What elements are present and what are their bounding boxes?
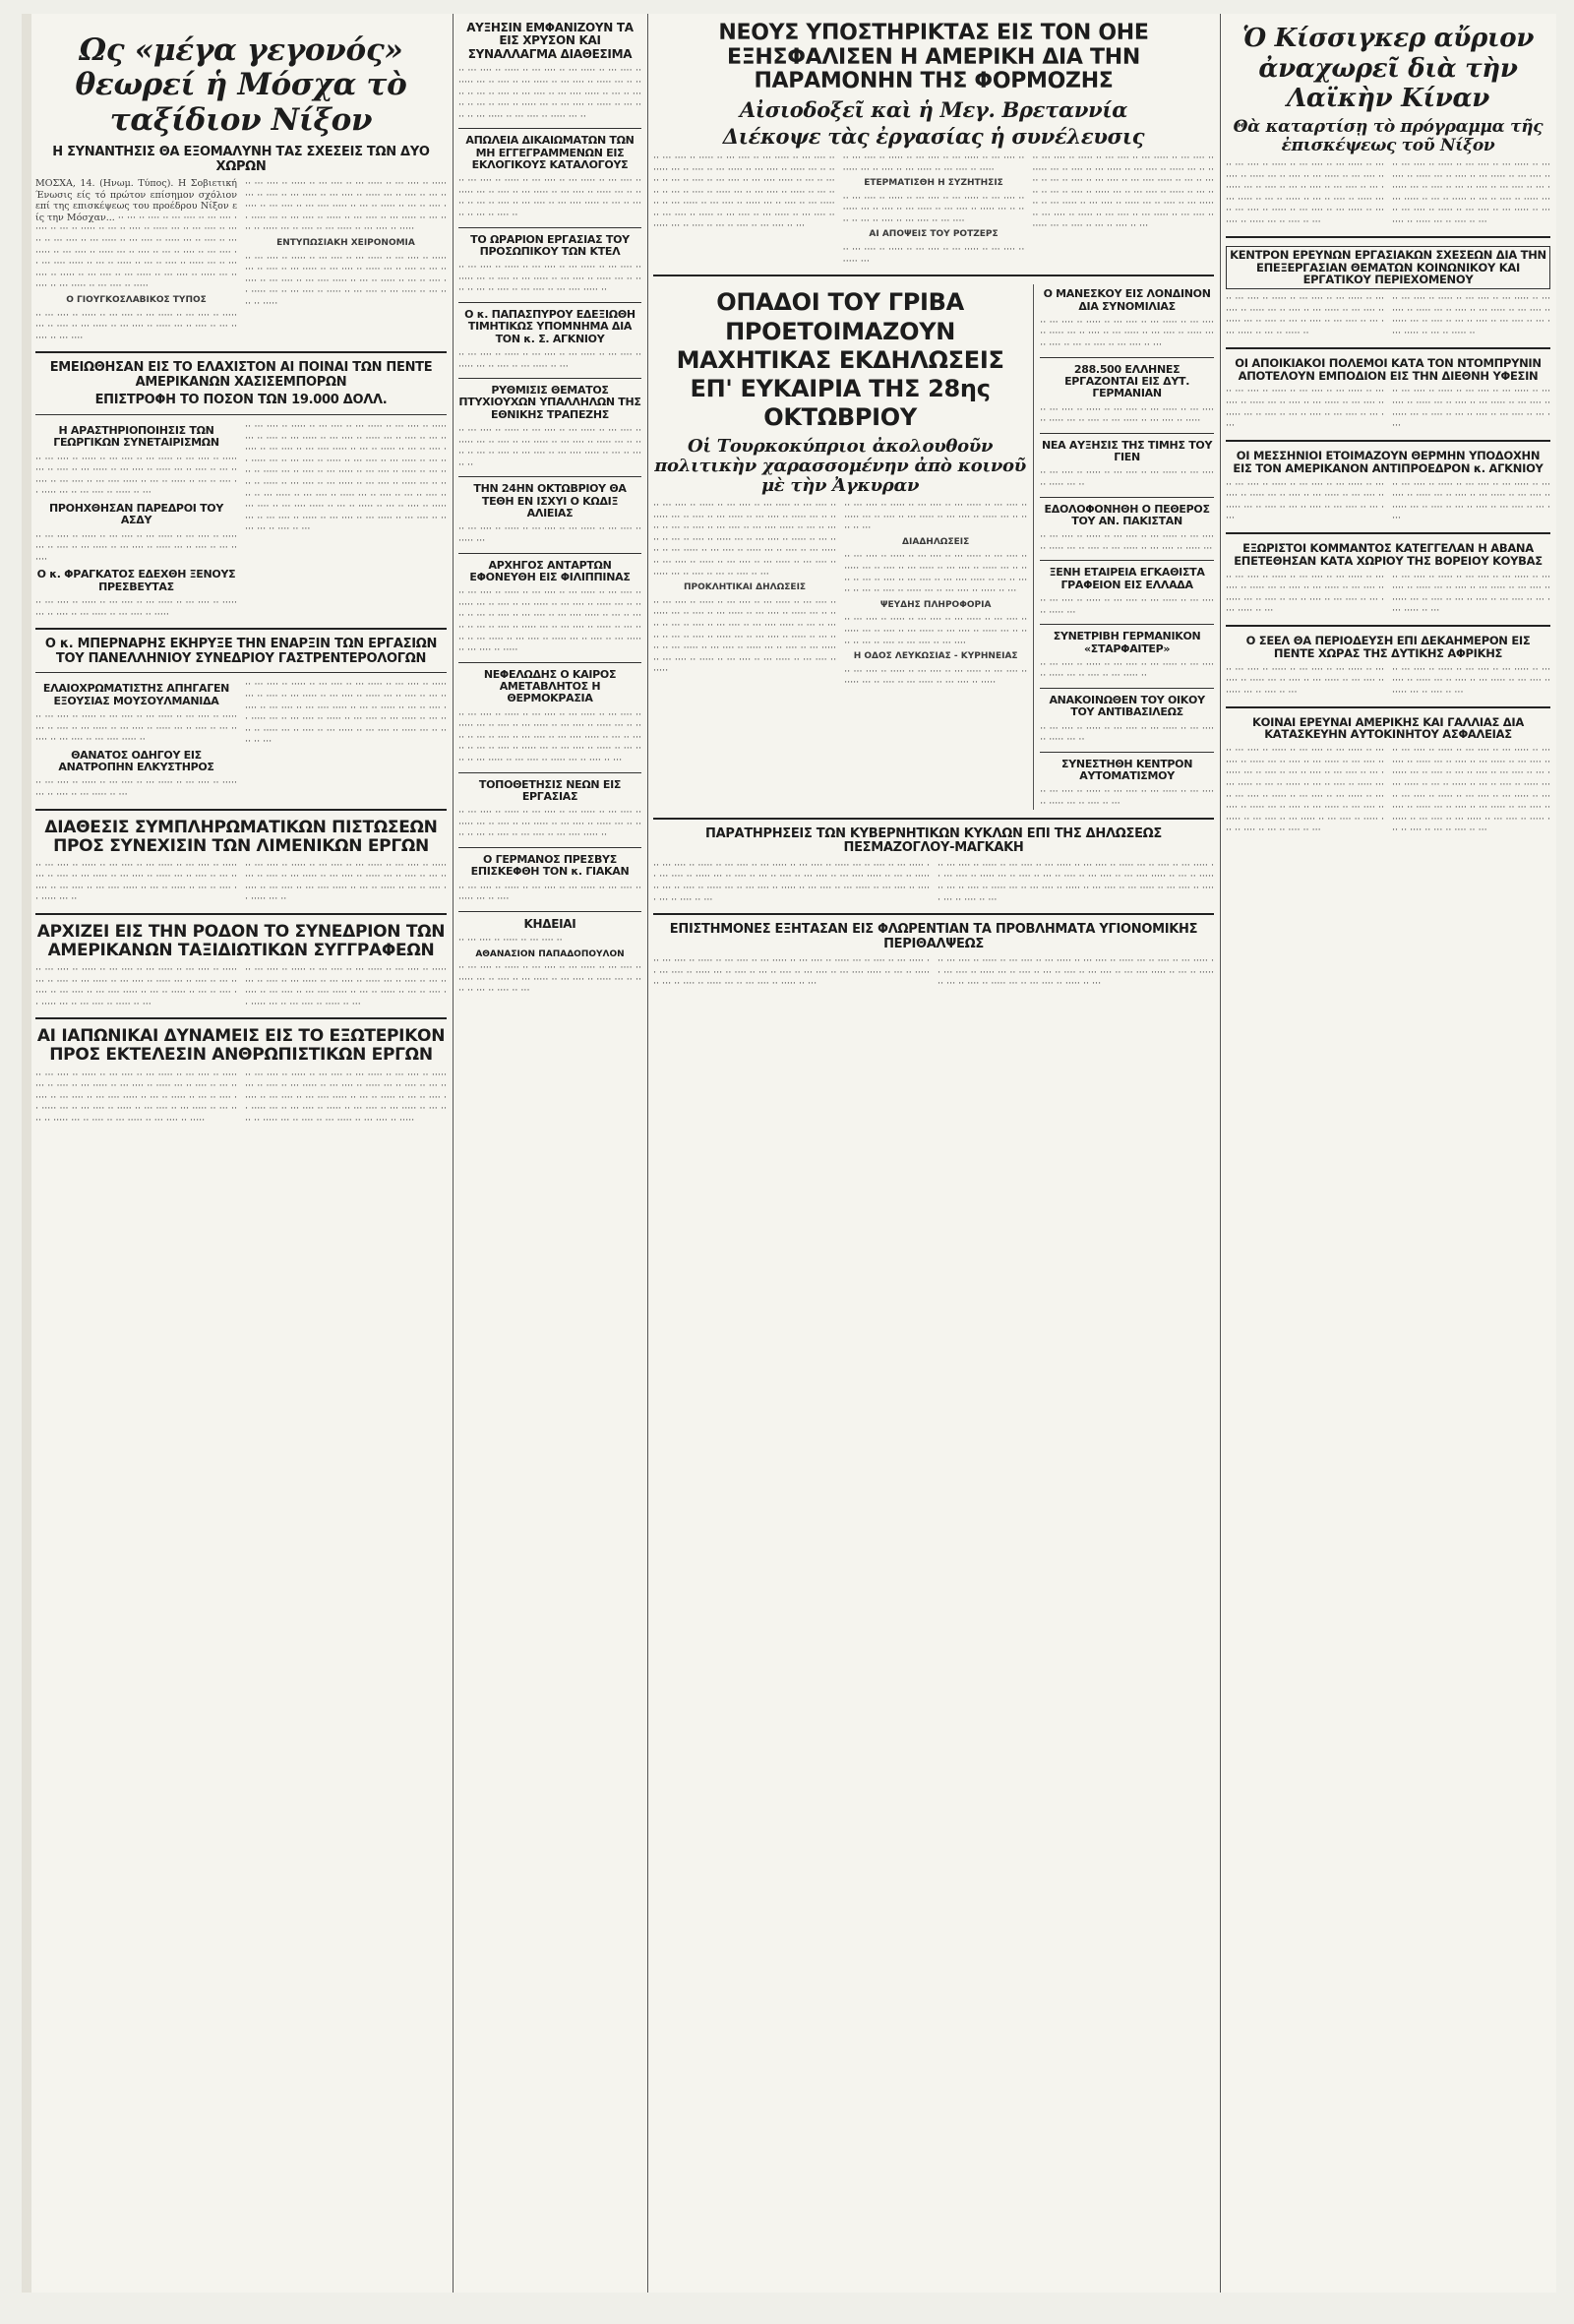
headline-scheel-africa: Ο ΣΕΕΛ ΘΑ ΠΕΡΙΟΔΕΥΣΗ ΕΠΙ ΔΕΚΑΗΜΕΡΟΝ ΕΙΣ ΠΕΝΤΕ ΧΩΡΑΣ ΤΗΣ ΔΥΤΙΚΗΣ ΑΦΡΙΚΗΣ <box>1245 634 1531 660</box>
rule <box>1040 357 1214 358</box>
subhead-nixon-moscow: Η ΣΥΝΑΝΤΗΣΙΣ ΘΑ ΕΞΟΜΑΛΥΝΗ ΤΑΣ ΣΧΕΣΕΙΣ ΤΩΝ ΔΥΟ ΧΩΡΩΝ <box>52 144 430 174</box>
text-block: ΜΟΣΧΑ, 14. (Ηνωμ. Τύπος). Η Σοβιετική Ένωσις είς τό πρώτον επίσημον σχόλιον επί της επισκέψεως του προέδρου Νίξον είς την Μόσχαν... ·· ··· ·· ···· ·· ··· ···· ·· ··· ···· ····· ·· ··· ·· ····· ·· ··· ·· ···· ·· ····· ··· ·· ··· ···· ·· ····· ·· ··· ···· ·· ··· ····· ·· ··· ···· ·· ····· ··· ·· ···· ·· ··· ····· ·· ··· ···· ·· ····· ··· ·· ···· ·· ··· ·· ···· ·· ··· ···· ·· ··· ···· ····· ·· ··· ·· ····· ·· ··· ·· ···· ·· ····· ··· ·· ··· ···· ·· ····· ·· ··· ···· ·· ··· ····· ·· ··· ···· ·· ····· ··· ·· ···· ·· ··· ····· ·· ··· ···· ·· ····· Ο ΓΙΟΥΓΚΟΣΛΑΒΙΚΟΣ ΤΥΠΟΣ ·· ··· ···· ·· ····· ·· ··· ···· ·· ··· ····· ·· ··· ···· ·· ····· ··· ·· ···· ·· ··· ····· ·· ··· ···· ·· ····· ··· ·· ···· ·· ··· ·· ···· ·· ··· ···· <box>35 178 238 343</box>
rule <box>1040 624 1214 625</box>
text-block: ·· ··· ···· ·· ····· ·· ··· ···· ·· ··· ····· ·· ··· ···· ·· ····· ··· ·· ···· ·· ··· ····· ·· ··· ···· ·· ····· <box>35 597 237 620</box>
headline-fragkatos: Ο κ. ΦΡΑΓΚΑΤΟΣ ΕΔΕΧΘΗ ΞΕΝΟΥΣ ΠΡΕΣΒΕΥΤΑΣ <box>36 568 236 593</box>
section-subhead: ΨΕΥΔΗΣ ΠΛΗΡΟΦΟΡΙΑ <box>879 599 992 610</box>
rule <box>35 1017 447 1019</box>
subhead-turkish-cypriots: Οἱ Τουρκοκύπριοι ἀκολουθοῦν πολιτικὴν χαρασσομένην ἀπὸ κοινοῦ μὲ τὴν Ἀγκυραν <box>654 435 1026 496</box>
byline: Ο ΓΙΟΥΓΚΟΣΛΑΒΙΚΟΣ ΤΥΠΟΣ <box>66 295 207 306</box>
text-block: ·· ··· ···· ·· ····· ·· ··· ···· ·· ··· ····· ·· ··· ···· ·· ····· ··· ·· ···· ·· ··· ····· ·· ··· ···· ·· ····· ··· ·· ···· ·· ··· ·· ···· ·· ··· ···· ·· ··· ···· ····· ·· ··· ·· ····· ·· ··· ·· ···· ·· ····· ··· ·· ··· ···· ·· ····· ·· ··· ···· ·· ··· ····· ·· ··· ···· ·· ····· ··· ·· ···· ·· ··· ····· ·· ··· ···· ·· ····· <box>245 1069 447 1126</box>
headline-manescu: Ο ΜΑΝΕΣΚΟΥ ΕΙΣ ΛΟΝΔΙΝΟΝ ΔΙΑ ΣΥΝΟΜΙΛΙΑΣ <box>1043 287 1211 313</box>
headline-florence-scientists: ΕΠΙΣΤΗΜΟΝΕΣ ΕΞΗΤΑΣΑΝ ΕΙΣ ΦΛΩΡΕΝΤΙΑΝ ΤΑ ΠΡΟΒΛΗΜΑΤΑ ΥΓΙΟΝΟΜΙΚΗΣ ΠΕΡΙΘΑΛΨΕΩΣ <box>669 922 1198 951</box>
rule <box>35 628 447 630</box>
rule <box>653 818 1214 820</box>
text-block: ·· ··· ···· ·· ····· ·· ··· ···· ·· ··· ····· ·· ··· ···· ·· ····· ··· ·· ···· ·· ··· <box>1040 786 1214 810</box>
subhead-britain: Αἰσιοδοξεῖ καὶ ἡ Μεγ. Βρεταννία <box>739 96 1128 122</box>
story-scheel <box>1226 664 1550 699</box>
story-cuba <box>1226 572 1550 617</box>
text-block: ·· ··· ···· ·· ····· ·· ··· ···· ·· ··· ····· ·· ··· ···· ·· ····· ··· ·· ···· ·· ··· ····· ·· ··· ···· ·· ····· ··· ·· ···· ·· ··· ·· ···· ·· ··· ···· ·· ··· ···· <box>1392 386 1550 432</box>
rule <box>1040 497 1214 498</box>
text-block: ·· ··· ···· ·· ····· ·· ··· ···· ·· ··· ····· ·· ··· ···· ·· ····· ··· ·· ···· ·· ··· ····· ·· ··· ···· ·· ····· ··· ·· ···· ·· ··· ·· ···· ·· ··· ···· ·· ··· ···· ····· ·· ··· ·· ····· ·· ··· ·· ···· ·· ····· ··· ·· ··· ···· ·· ····· ·· ··· ···· ·· ··· ····· ·· ··· ···· ·· ····· ··· ·· ···· ·· ··· <box>1226 159 1384 228</box>
text-block: ·· ··· ···· ·· ····· ·· ··· ···· ·· ··· ····· ·· ··· ···· ·· ····· ··· ·· ···· ·· ··· ····· ·· ··· ···· ·· ····· ··· ·· ···· ·· ··· ·· ···· ·· ··· ···· ·· ··· ···· ····· ·· ··· ·· ····· ·· ··· ·· ···· ·· ····· ··· ·· ··· ···· ·· ····· ·· ··· ···· ·· ··· ····· ·· ··· ···· ·· ····· ··· ·· ···· ·· ··· ····· ·· ··· ···· ·· ····· ·· ··· ···· ·· ··· ····· ·· ··· ···· ·· ····· ··· ·· ···· ·· ··· ·· ···· ·· ··· <box>1392 745 1550 836</box>
story-nixon-body <box>35 178 447 343</box>
page-margin <box>22 14 31 2293</box>
headline-research-center: ΚΕΝΤΡΟΝ ΕΡΕΥΝΩΝ ΕΡΓΑΣΙΑΚΩΝ ΣΧΕΣΕΩΝ ΔΙΑ ΤΗΝ ΕΠΕΞΕΡΓΑΣΙΑΝ ΘΕΜΑΤΩΝ ΚΟΙΝΩΝΙΚΟΥ ΚΑΙ ΕΡΓΑΤΙΚΟΥ ΠΕΡΙΕΧΟΜΕΝΟΥ <box>1226 246 1550 290</box>
sub-byline: ΕΝΤΥΠΩΣΙΑΚΗ ΧΕΙΡΟΝΟΜΙΑ <box>276 238 415 249</box>
column-3 <box>653 14 1214 2293</box>
column-4 <box>1040 284 1214 809</box>
story-rhodes <box>35 964 447 1009</box>
rule <box>458 128 641 129</box>
story-observations <box>653 860 1214 905</box>
dateline: ΜΟΣΧΑ, 14. (Ηνωμ. Τύπος). Η Σοβιετική Ένωσις είς τό πρώτον επίσημον σχόλιον επί της επισκέψεως του προέδρου Νίξον είς την Μόσχαν... <box>35 178 237 223</box>
text-block: ·· ··· ···· ·· ····· ·· ··· ···· ·· ··· ····· ·· ··· ···· ·· ····· ··· ·· ···· ·· ··· ····· ·· ··· ···· ·· ····· ··· ·· ···· ·· ··· <box>1392 663 1550 698</box>
rule <box>458 553 641 554</box>
story-messinia <box>1226 479 1550 524</box>
rule <box>35 913 447 915</box>
headline-port-works: ΔΙΑΘΕΣΙΣ ΣΥΜΠΛΗΡΩΜΑΤΙΚΩΝ ΠΙΣΤΩΣΕΩΝ ΠΡΟΣ ΣΥΝΕΧΙΣΙΝ ΤΩΝ ΛΙΜΕΝΙΚΩΝ ΕΡΓΩΝ <box>44 817 438 856</box>
text-block: ·· ··· ···· ·· ····· ·· ··· ···· ·· ··· ····· ·· ··· ···· ·· ····· ··· ·· ···· ·· ··· ····· ·· ··· ···· ·· ····· ··· ·· ···· ·· ··· ·· ···· ·· ··· ···· ·· ··· ···· ····· ·· ··· ·· ····· ·· ··· ·· ···· ·· ····· ··· ·· <box>35 859 237 905</box>
headline-electoral-rights: ΑΠΩΛΕΙΑ ΔΙΚΑΙΩΜΑΤΩΝ ΤΩΝ ΜΗ ΕΓΓΕΓΡΑΜΜΕΝΩΝ ΕΙΣ ΕΚΛΟΓΙΚΟΥΣ ΚΑΤΑΛΟΓΟΥΣ <box>465 134 635 171</box>
rule <box>458 227 641 228</box>
headline-tractor-death: ΘΑΝΑΤΟΣ ΟΔΗΓΟΥ ΕΙΣ ΑΝΑΤΡΟΠΗΝ ΕΛΚΥΣΤΗΡΟΣ <box>58 748 214 774</box>
rule <box>1040 560 1214 561</box>
headline-national-bank: ΡΥΘΜΙΣΙΣ ΘΕΜΑΤΟΣ ΠΤΥΧΙΟΥΧΩΝ ΥΠΑΛΛΗΛΩΝ ΤΗΣ ΕΘΝΙΚΗΣ ΤΡΑΠΕΖΗΣ <box>458 384 641 421</box>
text-block: ·· ··· ···· ·· ····· ·· ··· ···· ·· ··· ····· ·· ··· ···· ·· ····· ··· ·· ···· ·· ··· ····· ·· ··· ···· ·· ····· ΕΤΕΡΜΑΤΙΣΘΗ Η ΣΥΖΗΤΗΣΙΣ ·· ··· ···· ·· ····· ·· ··· ···· ·· ··· ····· ·· ··· ···· ·· ····· ··· ·· ···· ·· ··· ····· ·· ··· ···· ·· ····· ··· ·· ···· ·· ··· ·· ···· ·· ··· ···· ·· ··· ···· ΑΙ ΑΠΟΨΕΙΣ ΤΟΥ ΡΟΤΖΕΡΣ ·· ··· ···· ·· ····· ·· ··· ···· ·· ··· ····· ·· ··· ···· ·· ····· ··· <box>842 152 1025 267</box>
headline-automation: ΣΥΝΕΣΤΗΘΗ ΚΕΝΤΡΟΝ ΑΥΤΟΜΑΤΙΣΜΟΥ <box>1061 757 1193 783</box>
text-block: ·· ··· ···· ·· ····· ·· ··· ···· ·· <box>458 935 563 947</box>
story-xanthi <box>35 679 447 800</box>
story-port-works <box>35 860 447 905</box>
rule <box>653 275 1214 276</box>
column-rule <box>453 14 454 2293</box>
rule <box>458 662 641 663</box>
headline-hashish: ΕΜΕΙΩΘΗΣΑΝ ΕΙΣ ΤΟ ΕΛΑΧΙΣΤΟΝ ΑΙ ΠΟΙΝΑΙ ΤΩΝ ΠΕΝΤΕ ΑΜΕΡΙΚΑΝΩΝ ΧΑΣΙΣΕΜΠΟΡΩΝ <box>49 360 433 390</box>
text-block: ·· ··· ···· ·· ····· ·· ··· ···· ·· ··· ····· ·· ··· ···· ·· ····· ··· ·· ···· ·· ··· ····· ·· <box>1040 658 1214 682</box>
section-subhead: Η ΟΔΟΣ ΛΕΥΚΩΣΙΑΣ - ΚΥΡΗΝΕΙΑΣ <box>853 651 1018 662</box>
text-block: ·· ··· ···· ·· ····· ·· ··· ···· ·· ··· ····· ·· ··· ···· ·· ····· ··· ·· ···· ·· ··· ····· ·· ··· ···· ·· ····· ··· ·· ···· ·· ··· ·· ···· <box>35 530 237 565</box>
column-2 <box>458 14 641 2293</box>
text-block: ·· ··· ···· ·· ····· ·· ··· ···· ·· ··· ····· ·· ··· ···· ·· ····· ··· ·· ···· ·· ··· ····· ·· ··· ···· ·· ····· ··· ·· ···· ·· ··· ·· ···· ·· ··· ···· ·· ··· ···· ····· ·· ··· ·· ····· ·· <box>1226 293 1384 339</box>
text-block: ·· ··· ···· ·· ····· ·· ··· ···· ·· ··· ····· ·· ··· ···· ·· ····· ··· ·· ···· ·· ··· ····· ·· ··· ···· ·· ····· ··· ·· ···· ·· ··· ·· ···· ·· ··· ···· ·· ··· ···· <box>1226 386 1384 432</box>
rule <box>1226 347 1550 349</box>
text-block: ·· ··· ···· ·· ····· ·· ··· ···· ·· ··· ····· ·· ··· ···· ·· ····· ··· ·· ···· ·· ··· ····· ·· ··· ···· ·· ····· ··· ·· ···· ·· ··· ·· ···· ·· ··· ···· ·· ··· ···· ····· ·· ··· ·· ····· ·· ··· ·· ···· ·· ····· ··· ·· ··· ···· ·· ····· ·· ··· ···· ·· ··· ····· ·· ··· ···· ·· ····· ··· ·· ···· ·· ··· <box>1392 159 1550 228</box>
section-subhead: ΑΙ ΑΠΟΨΕΙΣ ΤΟΥ ΡΟΤΖΕΡΣ <box>869 229 999 240</box>
text-block: ·· ··· ···· ·· ····· ·· ··· ···· ·· ··· ····· ·· ··· ···· ·· ····· ··· ·· ···· ·· ··· ····· ·· ··· ···· ·· ····· ··· ·· ···· ·· ··· ·· ···· ·· ··· ···· ·· ··· ···· ····· ·· ··· <box>1226 571 1384 617</box>
headline-colonial-wars: ΟΙ ΑΠΟΙΚΙΑΚΟΙ ΠΟΛΕΜΟΙ ΚΑΤΑ ΤΟΝ ΝΤΟΜΠΡΥΝΙΝ ΑΠΟΤΕΛΟΥΝ ΕΜΠΟΔΙΟΝ ΕΙΣ ΤΗΝ ΔΙΕΘΝΗ ΥΦΕΣΙΝ <box>1235 355 1542 383</box>
headline-german-ambassador: Ο ΓΕΡΜΑΝΟΣ ΠΡΕΣΒΥΣ ΕΠΙΣΚΕΦΘΗ ΤΟΝ κ. ΓΙΑΚΑΝ <box>470 853 630 879</box>
text-block: ·· ··· ···· ·· ····· ·· ··· ···· ·· ··· ····· ·· ··· ···· ·· ····· ··· ·· ···· ·· ··· ····· ·· ··· <box>35 777 237 800</box>
text-block: ·· ··· ···· ·· ····· ·· ··· ···· ·· ··· ····· ·· ··· ···· ·· ····· ··· ·· ···· ·· ··· ····· ·· ··· ···· ·· ····· ··· ·· ···· ·· ··· ·· ···· ·· ··· ···· ·· ··· ···· ····· ·· ··· <box>1392 571 1550 617</box>
headline-formosa: ΝΕΟΥΣ ΥΠΟΣΤΗΡΙΚΤΑΣ ΕΙΣ ΤΟΝ ΟΗΕ ΕΞΗΣΦΑΛΙΣΕΝ Η ΑΜΕΡΙΚΗ ΔΙΑ ΤΗΝ ΠΑΡΑΜΟΝΗΝ ΤΗΣ ΦΟΡΜΟΖΗΣ <box>718 21 1149 94</box>
headline-yen: ΝΕΑ ΑΥΞΗΣΙΣ ΤΗΣ ΤΙΜΗΣ ΤΟΥ ΓΙΕΝ <box>1042 438 1213 464</box>
section-subhead: ΠΡΟΚΛΗΤΙΚΑΙ ΔΗΛΩΣΕΙΣ <box>684 582 807 593</box>
headline-fishing-code: ΤΗΝ 24ΗΝ ΟΚΤΩΒΡΙΟΥ ΘΑ ΤΕΘΗ ΕΝ ΙΣΧΥΙ Ο ΚΩΔΙΞ ΑΛΙΕΙΑΣ <box>473 482 627 520</box>
text-block: ·· ··· ···· ·· ····· ·· ··· ···· ·· ··· ····· ·· ··· ···· ·· ····· ··· ·· ···· ·· ··· ····· ·· ··· ···· ·· ····· ··· ·· ···· ·· ··· ·· ···· ·· ··· ···· ·· ··· ···· ····· ·· ··· ·· ····· ·· ··· ·· ···· ·· ····· ··· ·· ··· ···· ·· ····· ·· ··· <box>35 453 237 499</box>
rule <box>35 809 447 811</box>
text-block: ·· ··· ···· ·· ····· ·· ··· ···· ·· ··· ····· ·· ··· ···· ·· ····· ··· ·· ···· ·· ··· ····· ·· ··· ···· ·· ····· ··· ·· ···· ·· ··· ·· ···· ·· ··· ···· ·· ··· ···· ····· ·· ··· ·· ····· ·· ··· ·· ···· ·· ····· ··· ·· ··· ···· ·· ····· ·· ··· ···· ·· ··· ····· ·· ··· ···· ·· ····· ··· ·· ···· ·· ··· <box>458 708 641 766</box>
text-block: ·· ··· ···· ·· ····· ·· ··· ···· ·· ··· ····· ·· ··· ···· ·· ····· ··· ·· ···· ·· ··· ····· ·· ··· ···· ·· ····· ··· ·· ···· ·· ··· ·· ···· ·· ··· ···· ·· ··· ···· ····· ·· ··· ·· ····· ·· ··· ·· ···· ·· ····· ··· ·· ··· ···· ·· ····· ·· ··· ···· ·· ··· ····· ·· ··· ···· ·· ····· ··· ·· ···· ·· ··· ····· ·· ··· ···· ·· ····· ··· ·· ···· ·· ··· <box>245 679 447 748</box>
text-block: ·· ··· ···· ·· ····· ·· ··· ···· ·· ··· ····· ·· ··· ···· ·· ····· ··· ·· ···· ·· ··· ····· ·· ··· ···· ·· ····· ··· ·· ···· ·· ··· ·· ···· ·· ··· ···· ·· ··· <box>1040 316 1214 351</box>
text-block: ·· ··· ···· ·· ····· ·· ··· ···· ·· ··· ····· ·· ··· ···· ·· ····· ··· ·· ···· ·· ··· ····· ·· ··· <box>458 348 641 372</box>
text-block: ·· ··· ···· ·· ····· ·· ··· ···· ·· ··· ····· ·· ··· ···· ·· ····· ··· ·· ···· ·· ··· ····· ·· ··· ···· ·· ····· ··· ·· ···· ·· ··· ·· ···· ·· ··· ···· ·· ··· ···· ····· ·· ··· ·· ····· ·· ··· ·· ···· ·· ····· ··· ·· ··· ···· ·· ····· ·· ··· ···· ·· ··· ····· ·· ··· ···· ·· ····· ··· ·· ···· ·· ··· ····· ·· ··· ···· ·· ····· ·· ··· ···· ·· ··· ····· ·· ··· ···· ·· ····· ··· ·· ···· ·· ··· ·· ···· ·· ··· <box>1032 152 1214 232</box>
headline-abduction: ΕΛΑΙΟΧΡΩΜΑΤΙΣΤΗΣ ΑΠΗΓΑΓΕΝ ΕΞΟΥΣΙΑΣ ΜΟΥΣΟΥΛΜΑΝΙΔΑ <box>42 682 230 707</box>
text-block: ·· ··· ···· ·· ····· ·· ··· ···· ·· ··· ····· ·· ··· ···· ·· ····· ··· ·· ···· ·· ··· ····· ·· ··· ···· ·· ····· ··· ·· ···· ·· ··· ·· ···· ·· ··· ···· ·· ··· ···· <box>1226 478 1384 524</box>
rule <box>458 911 641 912</box>
rule <box>1040 752 1214 753</box>
rule <box>458 302 641 303</box>
story-research <box>1226 293 1550 338</box>
text-block: ·· ··· ···· ·· ····· ·· ··· ···· ·· ··· ····· ·· ··· ···· ·· ····· ··· ·· ···· ·· ··· ····· ·· ··· ···· ·· ····· ··· ·· ···· ·· ··· ·· ···· ·· ··· ···· ·· ··· ···· ····· ·· ··· ·· ····· ·· ··· ·· ···· ·· ····· ··· ·· ··· ···· ·· ····· ·· ··· <box>35 964 237 1009</box>
story-formosa <box>653 153 1214 267</box>
rule <box>458 476 641 477</box>
text-block: ·· ··· ···· ·· ····· ·· ··· ···· ·· ··· ····· ·· ··· ···· ·· ····· ··· ·· ···· ·· ··· ····· ·· ··· ···· ·· ····· ··· ·· ···· ·· ··· <box>1226 663 1384 698</box>
headline-japanese-forces: ΑΙ ΙΑΠΩΝΙΚΑΙ ΔΥΝΑΜΕΙΣ ΕΙΣ ΤΟ ΕΞΩΤΕΡΙΚΟΝ ΠΡΟΣ ΕΚΤΕΛΕΣΙΝ ΑΝΘΡΩΠΙΣΤΙΚΩΝ ΕΡΓΩΝ <box>36 1026 446 1066</box>
text-block: ·· ··· ···· ·· ····· ·· ··· ···· ·· ··· ····· ·· ··· ···· ·· ····· ··· ·· ···· ·· ··· ····· ·· ··· ···· ·· ····· ··· ·· ···· ·· ··· ·· ···· ·· ··· ···· ·· ··· ···· ····· ·· ··· ·· ····· ·· ··· ·· ···· ·· ····· ··· ·· <box>245 859 447 905</box>
headline-griva: ΟΠΑΔΟΙ ΤΟΥ ΓΡΙΒΑ ΠΡΟΕΤΟΙΜΑΖΟΥΝ ΜΑΧΗΤΙΚΑΣ ΕΚΔΗΛΩΣΕΙΣ ΕΠ' ΕΥΚΑΙΡΙΑ ΤΗΣ 28ης ΟΚΤΩΒΡΙΟΥ <box>676 288 1004 432</box>
rule <box>1040 433 1214 434</box>
headline-greek-workers: 288.500 ΕΛΛΗΝΕΣ ΕΡΓΑΖΟΝΤΑΙ ΕΙΣ ΔΥΤ. ΓΕΡΜΑΝΙΑΝ <box>1064 362 1190 400</box>
text-block: ·· ··· ···· ·· ····· ·· ··· ···· ·· ··· ····· ·· ··· ···· ·· ····· ··· ·· ···· ·· ··· ····· ·· ··· ···· ·· ····· ··· ·· ···· ·· ··· ·· ···· ·· ··· ···· ·· ··· ···· ····· ·· ··· ·· ····· ·· ··· ·· ···· ·· ····· ··· ·· ··· ···· ·· ····· ·· ··· ···· ·· ··· ····· ·· ··· ···· ·· ····· ··· ·· ···· ·· ··· ····· ·· ··· ···· ·· ····· ·· ··· ···· ·· ··· ····· ·· ··· ···· ·· ····· ··· ·· ···· ·· ··· ·· ···· ·· ··· ···· ·· ··· <box>653 152 835 232</box>
headline-safety-car: ΚΟΙΝΑΙ ΕΡΕΥΝΑΙ ΑΜΕΡΙΚΗΣ ΚΑΙ ΓΑΛΛΙΑΣ ΔΙΑ ΚΑΤΑΣΚΕΥΗΝ ΑΥΤΟΚΙΝΗΤΟΥ ΑΣΦΑΛΕΙΑΣ <box>1252 714 1524 742</box>
headline-gastro-congress: Ο κ. ΜΠΕΡΝΑΡΗΣ ΕΚΗΡΥΞΕ ΤΗΝ ΕΝΑΡΞΙΝ ΤΩΝ ΕΡΓΑΣΙΩΝ ΤΟΥ ΠΑΝΕΛΛΗΝΙΟΥ ΣΥΝΕΔΡΙΟΥ ΓΑΣΤΡΕΝΤΕΡΟΛΟΓΩΝ <box>44 637 438 666</box>
text-block: ·· ··· ···· ·· ····· ·· ··· ···· ·· ··· ····· ·· ··· ···· ·· ····· ··· ·· ···· ·· ··· ····· ·· ··· ···· ·· ····· ··· ·· ···· ·· ··· ·· ···· ·· ··· ···· ·· ··· ···· ····· ·· ··· ·· ····· ·· ··· ·· ···· ·· ····· ··· ·· ··· ···· ·· ····· ·· ··· <box>938 955 1214 990</box>
column-rule <box>1033 284 1034 809</box>
funeral-name: ΑΘΑΝΑΣΙΟΝ ΠΑΠΑΔΟΠΟΥΛΟΝ <box>475 948 625 959</box>
headline-pakistan: ΕΔΟΛΟΦΟΝΗΘΗ Ο ΠΕΘΕΡΟΣ ΤΟΥ ΑΝ. ΠΑΚΙΣΤΑΝ <box>1044 502 1210 527</box>
column-1 <box>35 14 447 2293</box>
headline-regent: ΑΝΑΚΟΙΝΩΘΕΝ ΤΟΥ ΟΙΚΟΥ ΤΟΥ ΑΝΤΙΒΑΣΙΛΕΩΣ <box>1049 694 1205 719</box>
text-block: ·· ··· ···· ·· ····· ·· ··· ···· ·· ··· ····· ·· ··· ···· ·· ····· ··· ·· ···· ·· ··· ····· ·· ··· ···· ·· ····· ··· ·· ···· ·· ··· ·· ···· ·· ··· ···· ·· ··· ···· ····· ·· ··· ·· ····· ·· ··· ·· ···· ·· ····· ··· ·· ··· ···· ·· ····· ·· ··· ···· ·· ··· ····· ·· ··· ···· ·· ····· ··· ·· ···· ·· ··· <box>938 859 1214 905</box>
text-block: ·· ··· ···· ·· ····· ·· ··· ···· ·· ··· ····· ·· ··· ···· ·· ····· ··· ·· ···· ·· ··· ····· ·· ··· ···· ·· ····· ··· ·· ···· ·· ··· ·· ···· ·· ··· ···· ·· ··· ···· ····· ·· <box>458 262 641 296</box>
headline-weather: ΝΕΦΕΛΩΔΗΣ Ο ΚΑΙΡΟΣ ΑΜΕΤΑΒΛΗΤΟΣ Η ΘΕΡΜΟΚΡΑΣΙΑ <box>483 667 617 705</box>
column-5 <box>1226 14 1550 2293</box>
headline-nixon-moscow: Ως «μέγα γεγονός» θεωρεί ἡ Μόσχα τὸ ταξίδιον Νίξον <box>75 32 407 138</box>
text-block: ·· ··· ···· ·· ····· ·· ··· ···· ·· ··· ····· ·· ··· ···· ·· ····· ··· ·· <box>1040 467 1214 490</box>
rule <box>1040 688 1214 689</box>
rule <box>1226 625 1550 627</box>
column-rule <box>647 14 648 2293</box>
section-subhead: ΔΙΑΔΗΛΩΣΕΙΣ <box>902 536 970 547</box>
text-block: ·· ··· ···· ·· ····· ·· ··· ···· ·· ··· ····· ·· ··· ···· ·· ····· ··· ·· ···· ·· ··· ····· ·· ··· ···· ·· ····· ··· ·· ···· ·· ··· ·· ···· ·· ··· ···· ·· ··· ···· ····· ·· ··· ·· ····· ·· ··· ·· ···· ·· ····· ··· ·· ··· ···· ·· ····· ·· ··· <box>245 964 447 1009</box>
story-cooperatives <box>35 421 447 620</box>
text-block: ·· ··· ···· ·· ····· ·· ··· ···· ·· ··· ····· ·· ··· ···· ·· ····· ··· ·· ···· ·· ··· ····· ·· ··· ···· ·· ····· ··· ·· ···· ·· ··· ΔΙΑΔΗΛΩΣΕΙΣ ·· ··· ···· ·· ····· ·· ··· ···· ·· ··· ····· ·· ··· ···· ·· ····· ··· ·· ···· ·· ··· ····· ·· ··· ···· ·· ····· ··· ·· ···· ·· ··· ·· ···· ·· ··· ···· ·· ··· ···· ····· ·· ··· ·· ····· ·· ··· ·· ···· ·· ····· ··· ·· ··· ···· ·· ····· ·· ··· ΨΕΥΔΗΣ ΠΛΗΡΟΦΟΡΙΑ ·· ··· ···· ·· ····· ·· ··· ···· ·· ··· ····· ·· ··· ···· ·· ····· ··· ·· ···· ·· ··· ····· ·· ··· ···· ·· ····· ··· ·· ···· ·· ··· ·· ···· ·· ··· ···· ·· ··· ···· Η ΟΔΟΣ ΛΕΥΚΩΣΙΑΣ - ΚΥΡΗΝΕΙΑΣ ·· ··· ···· ·· ····· ·· ··· ···· ·· ··· ····· ·· ··· ···· ·· ····· ··· ·· ···· ·· ··· ····· ·· ··· ···· ·· ····· <box>844 500 1028 689</box>
text-block: ·· ··· ···· ·· ····· ·· ··· ···· ·· ··· ····· ·· ··· ···· ·· ····· ··· ·· ···· ·· ··· ····· ·· ··· ···· ·· ····· <box>1040 403 1214 427</box>
headline-cooperatives: Η ΑΡΑΣΤΗΡΙΟΠΟΙΗΣΙΣ ΤΩΝ ΓΕΩΡΓΙΚΩΝ ΣΥΝΕΤΑΙΡΙΣΜΩΝ <box>53 424 219 450</box>
text-block: ·· ··· ···· ·· ····· ·· ··· ···· ·· ··· ····· ·· ··· ···· ·· ····· ··· ·· ···· ·· ··· ····· ·· ··· ···· ·· ····· ··· ·· ···· ·· ··· ·· ···· ·· ··· ···· ·· ··· ···· ····· ·· ··· ·· ····· ·· ··· ·· ···· ·· ····· ··· ·· ··· ···· ·· ····· ·· ··· ···· ·· ··· ····· ·· ··· ···· ·· ····· ··· ·· ···· ·· ··· <box>653 859 930 905</box>
column-rule <box>1220 14 1221 2293</box>
text-block: ·· ··· ···· ·· ····· ·· ··· ···· ·· ··· ····· ·· ··· ···· ·· ····· ··· ·· ···· ·· ··· ····· ·· ··· ···· ·· ····· ··· ·· ···· ·· ··· ·· ···· ·· ··· ···· ·· ··· ···· ····· ·· <box>35 710 237 746</box>
text-block: ·· ··· ···· ·· ····· ·· ··· ···· ·· ··· ····· ·· ··· ···· ·· ····· ··· ·· ···· ·· ··· ····· ·· ··· ···· ·· ····· ··· ·· ···· ·· ··· ·· ···· ·· ··· ···· ·· ··· ···· ····· ·· ··· ·· ····· ·· ··· ·· ···· ·· ····· ··· ·· ··· ···· ·· ····· ·· ··· ···· ·· ··· ····· ·· ··· ···· ·· ····· ··· ·· ···· ·· ··· ····· ·· ··· ···· ·· ····· ·· ··· ···· ·· ··· ····· ·· ··· ···· ·· ····· ··· ·· ···· ·· ··· ·· ···· ·· ··· <box>1226 745 1384 836</box>
text-block: ·· ··· ···· ·· ····· ·· ··· ···· ·· ··· ····· ·· ··· ···· ·· ····· ··· ·· ···· ·· ··· ····· ·· ··· ···· ·· ····· ··· ·· ···· ·· ··· ·· ···· ·· ··· ···· ·· ··· ···· ····· ·· ··· ·· ····· ·· <box>458 425 641 470</box>
headline-ktel-hours: ΤΟ ΩΡΑΡΙΟΝ ΕΡΓΑΣΙΑΣ ΤΟΥ ΠΡΟΣΩΠΙΚΟΥ ΤΩΝ ΚΤΕΛ <box>470 232 630 258</box>
newspaper-page <box>22 14 1556 2293</box>
text-block: ·· ··· ···· ·· ····· ·· ··· ···· ·· ··· ····· ·· ··· ···· ·· ····· ··· ·· ···· ·· ··· ····· ·· ··· ···· ·· ····· ··· ·· ···· ·· ··· ·· ···· ·· ··· ···· ·· ··· ···· ····· ·· <box>458 807 641 841</box>
story-safety-car <box>1226 745 1550 836</box>
story-griva <box>653 500 1027 689</box>
headline-rhodes-congress: ΑΡΧΙΖΕΙ ΕΙΣ ΤΗΝ ΡΟΔΟΝ ΤΟ ΣΥΝΕΔΡΙΟΝ ΤΩΝ ΑΜΕΡΙΚΑΝΩΝ ΤΑΞΙΔΙΩΤΙΚΩΝ ΣΥΓΓΡΑΦΕΩΝ <box>36 922 446 961</box>
headline-job-placement: ΤΟΠΟΘΕΤΗΣΙΣ ΝΕΩΝ ΕΙΣ ΕΡΓΑΣΙΑΣ <box>478 777 622 803</box>
rule <box>1226 236 1550 238</box>
rule <box>1226 440 1550 442</box>
section-subhead: ΕΤΕΡΜΑΤΙΣΘΗ Η ΣΥΖΗΤΗΣΙΣ <box>864 178 1003 189</box>
text-block: ·· ··· ···· ·· ····· ·· ··· ···· ·· ··· ····· ·· ··· ···· ·· ····· ··· ·· ···· ·· ··· ····· ·· ··· ···· ·· ····· ··· ·· ···· ·· ··· ·· ···· ·· ··· ···· ·· ··· ···· ····· ·· ··· ·· ····· ·· <box>1392 293 1550 339</box>
story-colonial <box>1226 386 1550 431</box>
text-block: ·· ··· ···· ·· ····· ·· ··· ···· ·· ··· ····· ·· ··· ···· ·· ····· ··· ·· <box>1040 722 1214 746</box>
rule <box>458 847 641 848</box>
text-block: ·· ··· ···· ·· ····· ·· ··· ···· ·· ··· ····· ·· ··· ···· ·· ····· ··· ·· ···· ·· ··· ····· ·· ··· ···· ·· ····· ··· ·· ···· ·· ··· ·· ···· ·· ··· ···· ·· ··· ···· <box>1392 478 1550 524</box>
text-block: ·· ··· ···· ·· ····· ·· ··· ···· ·· ··· ····· ·· ··· ···· ·· ····· ··· ·· ···· ·· ··· ····· ·· ··· ···· ·· ····· ··· ·· ···· ·· ··· ·· ···· ·· ··· ···· ·· ··· ···· ····· ·· ··· ·· ····· ·· ··· ·· ···· ·· ····· ··· ·· ··· ···· ·· ····· ·· ··· <box>653 955 930 990</box>
text-block: ·· ··· ···· ·· ····· ·· ··· ···· ·· ··· ····· ·· ··· ···· ·· ····· ··· ·· ···· ·· ··· ····· ·· ··· ···· ·· ····· ··· ·· ···· ·· ··· ·· ···· ·· ··· ···· ·· ··· ···· ····· ·· ··· ·· ····· ·· ··· ·· ···· ·· ····· ··· ·· ··· ···· ·· ····· ·· ··· ···· ·· ··· ····· ·· ··· ···· ·· ····· ··· ·· ···· ·· ··· ····· ·· ··· ···· ·· ····· <box>458 587 641 656</box>
rule <box>35 414 447 415</box>
rule <box>458 378 641 379</box>
headline-funerals: ΚΗΔΕΙΑΙ <box>523 916 576 931</box>
text-block: ·· ··· ···· ·· ····· ·· ··· ···· ·· ··· ····· ·· ··· ···· ·· ····· ··· ·· ···· ·· ··· ····· ·· ··· ···· ·· ····· ··· ·· ···· ·· ··· ·· ···· ·· ··· ···· ·· ··· ···· ····· ·· ··· ·· ····· ·· ··· ·· ···· ·· ····· ··· ·· ··· ···· ·· ····· ·· ··· ···· ·· ··· ····· ·· ··· ···· ·· ····· ··· ·· ···· ·· ··· ····· ·· ··· ···· ·· ····· ·· ··· ···· ·· ··· ····· ·· ··· ···· ·· ····· ··· ·· ···· ·· ··· ·· ···· ·· ··· ΠΡΟΚΛΗΤΙΚΑΙ ΔΗΛΩΣΕΙΣ ·· ··· ···· ·· ····· ·· ··· ···· ·· ··· ····· ·· ··· ···· ·· ····· ··· ·· ···· ·· ··· ····· ·· ··· ···· ·· ····· ··· ·· ···· ·· ··· ·· ···· ·· ··· ···· ·· ··· ···· ····· ·· ··· ·· ····· ·· ··· ·· ···· ·· ····· ··· ·· ··· ···· ·· ····· ·· ··· ···· ·· ··· ····· ·· ··· ···· ·· ····· ··· ·· ···· ·· ··· ····· ·· ··· ···· ·· ····· ·· ··· ···· ·· ··· ····· ·· ··· ···· ·· ····· <box>653 500 837 677</box>
headline-papaspyrou: Ο κ. ΠΑΠΑΣΠΥΡΟΥ ΕΔΕΞΙΩΘΗ ΤΙΜΗΤΙΚΩΣ ΥΠΟΜΝΗΜΑ ΔΙΑ ΤΟΝ κ. Σ. ΑΓΚΝΙΟΥ <box>464 308 636 345</box>
headline-gold-reserves: ΑΥΞΗΣΙΝ ΕΜΦΑΝΙΖΟΥΝ ΤΑ ΕΙΣ ΧΡΥΣΟΝ ΚΑΙ ΣΥΝΑΛΛΑΓΜΑ ΔΙΑΘΕΣΙΜΑ <box>466 21 634 61</box>
text-block: ·· ··· ···· ·· ····· ·· ··· ···· ·· ··· ····· ·· ··· ···· ·· ····· ··· ·· ···· ·· ··· ····· ·· ··· ···· ·· ····· ··· ·· ···· ·· ··· ·· ···· ·· ··· ···· ·· ··· ···· ····· ·· ··· ·· ····· ·· ··· ·· ···· ·· ····· ··· ·· ··· ···· ·· ····· ·· ··· ···· ·· ··· ····· ·· ··· ···· ·· ····· ··· ·· ···· ·· ··· ····· ·· ··· ···· ·· ····· ·· ··· ···· ·· ····· ·· ··· ···· ·· ··· ····· ·· ··· ···· ·· ····· ··· ·· ···· ·· ··· ····· ·· ··· ···· ·· ····· ··· ·· ···· ·· ··· ·· ···· ·· ··· ···· ·· ··· ···· ····· ·· ··· ·· ····· ·· ··· ·· ···· ·· ····· ··· ·· ··· ···· ·· ····· ·· ··· ···· ·· ··· ····· ·· ··· ···· ·· ····· ··· ·· ···· ·· ··· <box>245 421 447 535</box>
text-block: ·· ··· ···· ·· ····· ·· ··· ···· ·· ··· ····· ·· ··· ···· ·· ····· ··· ·· ···· <box>458 882 641 905</box>
rule <box>653 913 1214 915</box>
headline-starfighter: ΣΥΝΕΤΡΙΒΗ ΓΕΡΜΑΝΙΚΟΝ «ΣΤΑΡΦΑΙΤΕΡ» <box>1053 630 1201 655</box>
text-block: ·· ··· ···· ·· ····· ·· ··· ···· ·· ··· ····· ·· ··· ···· ·· ····· ··· ·· ···· ·· ··· ····· ·· ··· ···· ·· ····· ··· ·· ···· ·· ··· ·· ···· ·· ··· ···· ·· ··· ···· ····· ·· ··· ·· ····· ·· ··· ·· ···· ·· ····· ··· ·· ··· ···· ·· ····· ·· ··· ···· ·· ··· ····· ·· ··· ···· ·· ····· ··· ·· <box>458 65 641 122</box>
text-block: ·· ··· ···· ·· ····· ·· ··· ···· ·· ··· ····· ·· ··· ···· ·· ····· ··· ·· ···· ·· ··· ····· ·· ··· ···· ·· ····· ··· ·· ···· ·· ··· ·· ···· ·· ··· ···· ·· ··· ···· ····· ·· ··· ·· ····· ·· ··· ·· ···· ·· <box>458 175 641 220</box>
text-block: ·· ··· ···· ·· ····· ·· ··· ···· ·· ··· ····· ·· ··· ···· ·· ····· ··· ·· ···· ·· ··· ····· ·· ··· ···· ·· ····· ··· <box>1040 531 1214 554</box>
rule <box>1226 532 1550 534</box>
text-block: ·· ··· ···· ·· ····· ·· ··· ···· ·· ··· ····· ·· ··· ···· ·· ····· ··· <box>458 523 641 546</box>
subhead-kissinger: Θὰ καταρτίσῃ τὸ πρόγραμμα τῆς ἐπισκέψεως τοῦ Νίξον <box>1233 117 1544 156</box>
text-block: ·· ··· ···· ·· ····· ·· ··· ···· ·· ··· ····· ·· ··· ···· ·· ····· ··· ·· ···· ·· ··· ····· ·· ··· ···· ·· ····· ··· ·· ···· ·· ··· ·· ···· ·· ··· ···· ·· ··· ···· ····· ·· ··· ·· ····· ·· ··· ·· ···· ·· ····· ··· ·· ··· ···· ·· ····· ·· ··· ···· ·· ··· ····· ·· ··· ···· ·· ····· ··· ·· ···· ·· ··· ····· ·· ··· ···· ·· ····· <box>35 1069 237 1126</box>
subhead-hashish: ΕΠΙΣΤΡΟΦΗ ΤΟ ΠΟΣΟΝ ΤΩΝ 19.000 ΔΟΛΛ. <box>94 393 388 408</box>
rule <box>1226 706 1550 708</box>
rule <box>35 351 447 353</box>
text-block: ·· ··· ···· ·· ····· ·· ··· ···· ·· ··· ····· ·· ··· ···· ·· ····· ··· ·· ···· ·· ··· ····· ·· ··· ···· ·· ····· ··· ·· ···· ·· ··· ·· ···· ·· ··· <box>458 961 641 997</box>
headline-philippines: ΑΡΧΗΓΟΣ ΑΝΤΑΡΤΩΝ ΕΦΟΝΕΥΘΗ ΕΙΣ ΦΙΛΙΠΠΙΝΑΣ <box>469 558 631 583</box>
text-block: ·· ··· ···· ·· ····· ·· ··· ···· ·· ··· ····· ·· ··· ···· ·· ····· ··· <box>1040 595 1214 618</box>
headline-cuba-commandos: ΕΞΩΡΙΣΤΟΙ ΚΟΜΜΑΝΤΟΣ ΚΑΤΕΓΓΕΛΑΝ Η ΑΒΑΝΑ ΕΠΕΤΕΘΗΣΑΝ ΚΑΤΑ ΧΩΡΙΟΥ ΤΗΣ ΒΟΡΕΙΟΥ ΚΟΥΒΑΣ <box>1234 540 1543 568</box>
rule <box>458 772 641 773</box>
story-florence <box>653 955 1214 990</box>
headline-foreign-company: ΞΕΝΗ ΕΤΑΙΡΕΙΑ ΕΓΚΑΘΙΣΤΑ ΓΡΑΦΕΙΟΝ ΕΙΣ ΕΛΛΑΔΑ <box>1049 566 1205 591</box>
headline-asdy: ΠΡΟΗΧΘΗΣΑΝ ΠΑΡΕΔΡΟΙ ΤΟΥ ΑΣΔΥ <box>49 502 223 527</box>
story-japan <box>35 1070 447 1127</box>
headline-messinia-agnew: ΟΙ ΜΕΣΣΗΝΙΟΙ ΕΤΟΙΜΑΖΟΥΝ ΘΕΡΜΗΝ ΥΠΟΔΟΧΗΝ ΕΙΣ ΤΟΝ ΑΜΕΡΙΚΑΝΟΝ ΑΝΤΙΠΡΟΕΔΡΟΝ κ. ΑΓΚΝΙΟΥ <box>1233 448 1544 475</box>
story-kissinger <box>1226 159 1550 228</box>
headline-kissinger: Ὁ Κίσσιγκερ αὔριον ἀναχωρεῖ διὰ τὴν Λαϊκὴν Κίναν <box>1241 24 1535 114</box>
rule <box>35 672 447 673</box>
headline-government-observations: ΠΑΡΑΤΗΡΗΣΕΙΣ ΤΩΝ ΚΥΒΕΡΝΗΤΙΚΩΝ ΚΥΚΛΩΝ ΕΠΙ ΤΗΣ ΔΗΛΩΣΕΩΣ ΠΕΣΜΑΖΟΓΛΟΥ-ΜΑΓΚΑΚΗ <box>704 826 1162 856</box>
subhead-assembly: Διέκοψε τὰς ἐργασίας ἡ συνέλευσις <box>722 124 1145 150</box>
text-block: ·· ··· ···· ·· ····· ·· ··· ···· ·· ··· ····· ·· ··· ···· ·· ····· ··· ·· ···· ·· ··· ····· ·· ··· ···· ·· ····· ··· ·· ···· ·· ··· ·· ···· ·· ··· ···· ·· ··· ···· ····· ·· ··· ·· ····· ·· ··· ·· ···· ·· ····· ··· ·· ··· ···· ·· ····· ·· ··· ···· ·· ··· ····· ·· ··· ···· ·· ····· ··· ·· ···· ·· ··· ····· ·· ··· ···· ·· ····· ΕΝΤΥΠΩΣΙΑΚΗ ΧΕΙΡΟΝΟΜΙΑ ·· ··· ···· ·· ····· ·· ··· ···· ·· ··· ····· ·· ··· ···· ·· ····· ··· ·· ···· ·· ··· ····· ·· ··· ···· ·· ····· ··· ·· ···· ·· ··· ·· ···· ·· ··· ···· ·· ··· ···· ····· ·· ··· ·· ····· ·· ··· ·· ···· ·· ····· ··· ·· ··· ···· ·· ····· ·· ··· ···· ·· ··· ····· ·· ··· ···· ·· ····· <box>245 178 447 310</box>
